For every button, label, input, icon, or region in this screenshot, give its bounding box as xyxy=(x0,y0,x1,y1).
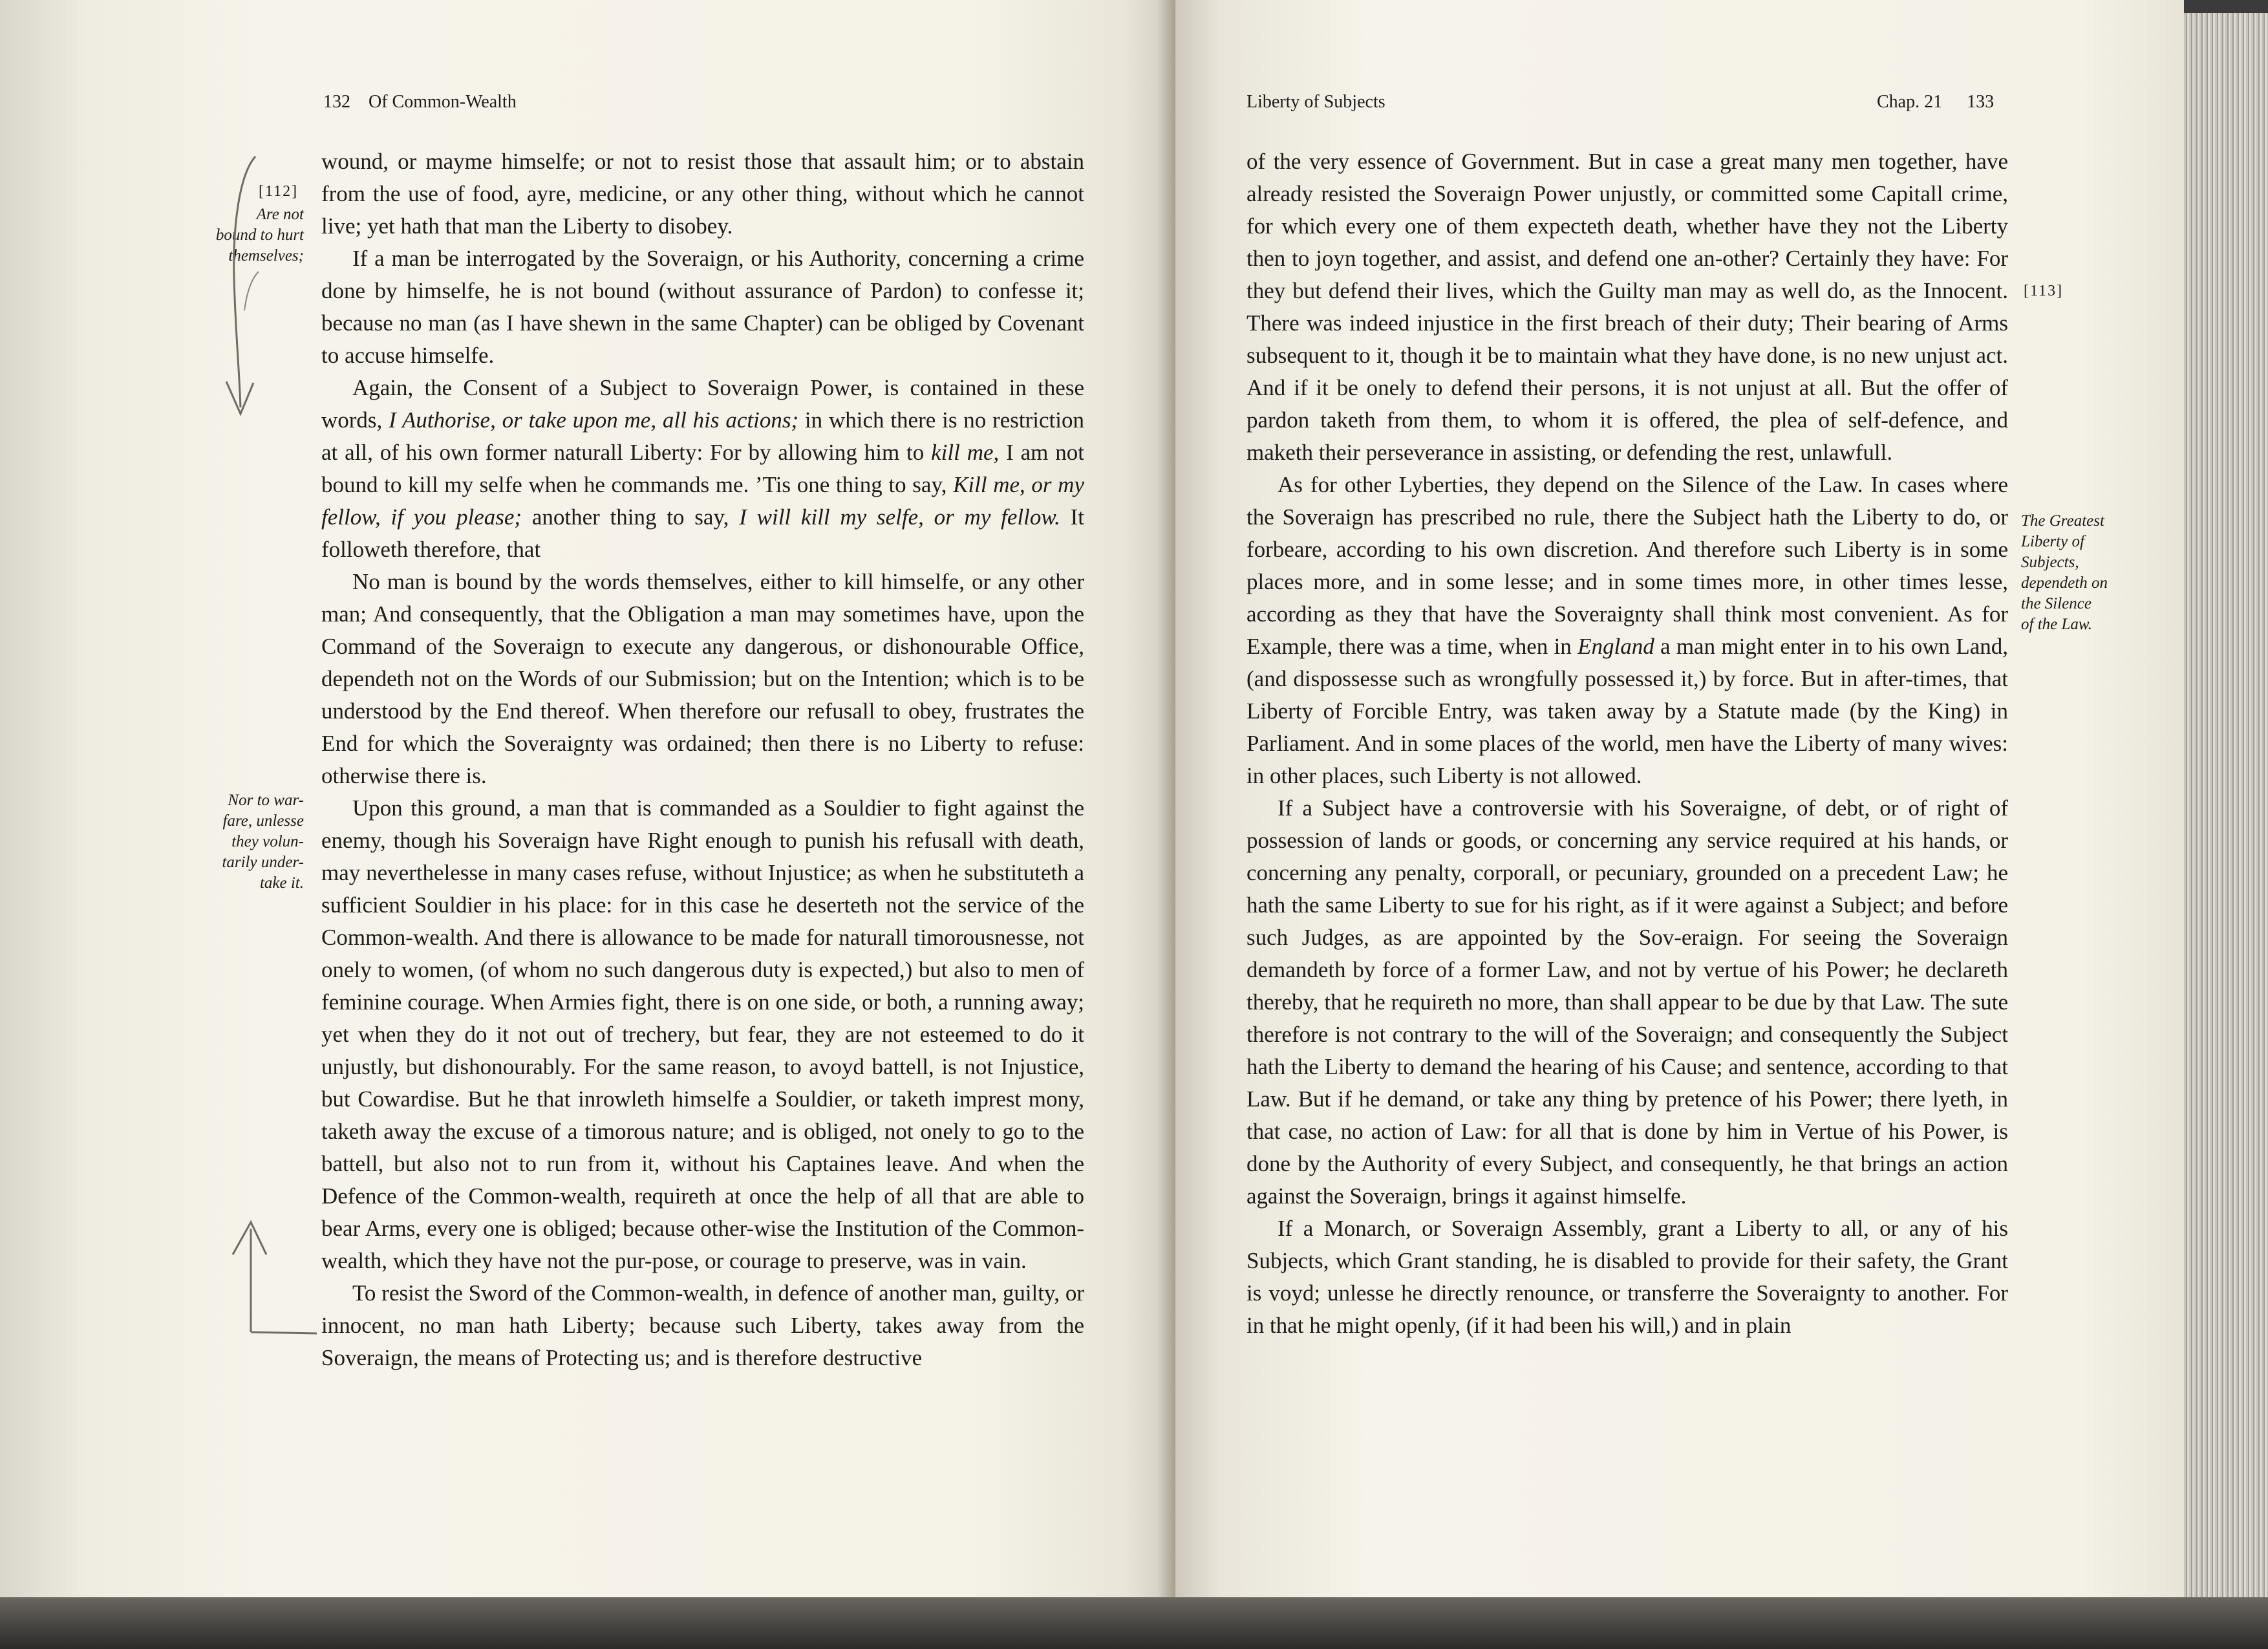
margin-note-line: bound to hurt xyxy=(215,226,304,244)
text-run: If a Subject have a controversie with his Soveraigne, of debt, or of right of possession of lands or goods, or concerning any service required at his hands, or concerning any penalty, corporall, or pecuniary, grounded on a precedent Law; he hath the same Liberty to sue for his right, as if it were against a Subject; and before such Judges, as are appointed by the Sov-eraign. For seeing the Soveraign demandeth by force of a former Law, and not by vertue of his Power; he declareth thereby, that he requireth no more, than shall appear to be due by that Law. The sute therefore is not contrary to the will of the Soveraign; and consequently the Subject hath the Liberty to demand the hearing of his Cause; and sentence, according to that Law. But if he demand, or take any thing by pretence of his Power; there lyeth, in that case, no action of Law: for all that is done by him in Vertue of his Power, is done by the Authority of every Subject, and consequently, he that brings an action against the Soveraign, brings it against himselfe. xyxy=(1246,795,2008,1209)
text-run: Again, the Consent of a Subject to Soveraign Power, is contained in these words, xyxy=(321,375,1084,433)
text-run: As for other Lyberties, they depend on the Silence of the Law. In cases where the Soveraign has prescribed no rule, there the Subject hath the Liberty to do, or forbeare, according to his own discretion. And therefore such Liberty is in some places more, and in some lesse; and in some times more, in other times lesse, according as they that have the Soveraignty shall think most convenient. As for Example, there was a time, when in xyxy=(1246,472,2008,659)
paragraph xyxy=(1246,792,2008,1212)
italic-text: kill me, xyxy=(931,440,1000,465)
text-run: To resist the Sword of the Common-wealth, in defence of another man, guilty, or innocent, no man hath Liberty; because such Liberty, takes away from the Soveraign, the means of Protecting us; and is therefore destructive xyxy=(321,1280,1084,1370)
margin-note-line: of the Law. xyxy=(2021,616,2092,633)
margin-note-line: fare, unlesse xyxy=(222,812,304,830)
paragraph xyxy=(321,372,1084,566)
paragraph xyxy=(321,1277,1084,1374)
italic-text: Kill me, or my fellow, if you please; xyxy=(321,472,1084,530)
pencil-bracket-down-arrow xyxy=(194,149,284,433)
text-run: in which there is no restriction at all, of his own former naturall Liberty: For by allowing him to xyxy=(321,407,1084,465)
margin-note-line: they volun- xyxy=(231,833,304,850)
right-page-body xyxy=(1246,146,2008,1342)
right-page-header-right xyxy=(1877,89,1994,115)
margin-note-line: Are not xyxy=(256,206,304,223)
italic-text: I will kill my selfe, or my fellow. xyxy=(739,504,1060,530)
margin-note-line: Nor to war- xyxy=(228,792,304,809)
chapter-label: Chap. 21 xyxy=(1877,92,1943,112)
paragraph xyxy=(321,566,1084,792)
scan-shadow xyxy=(0,1597,2268,1649)
paragraph xyxy=(321,792,1084,1277)
margin-note-left-2 xyxy=(222,790,304,894)
margin-note-right-1 xyxy=(2021,511,2108,635)
running-title: Of Common-Wealth xyxy=(369,92,517,112)
right-running-title: Liberty of Subjects xyxy=(1246,92,1385,112)
margin-note-line: dependeth on xyxy=(2021,574,2108,592)
text-run: another thing to say, xyxy=(522,504,740,530)
right-page xyxy=(1175,0,2184,1604)
text-run: No man is bound by the words themselves, either to kill himselfe, or any other man; And consequently, that the Obligation a man may sometimes have, upon the Command of the Soveraign to execute any dangerous, or dishonourable Office, dependeth not on the Words of our Submission; but on the Intention; which is to be understood by the End thereof. When therefore our refusall to obey, frustrates the End for which the Soveraignty was ordained; then there is no Liberty to refuse: otherwise there is. xyxy=(321,569,1084,788)
margin-note-line: tarily under- xyxy=(222,854,304,871)
paragraph xyxy=(321,242,1084,372)
section-number: [112] xyxy=(259,183,299,200)
margin-note-line: the Silence xyxy=(2021,595,2091,612)
page-edges xyxy=(2184,13,2268,1604)
page-number: 133 xyxy=(1967,92,1995,112)
text-run: of the very essence of Government. But in case a great many men together, have already resisted the Soveraign Power unjustly, or committed some Capitall crime, for which every one of them expecteth death, whether have they not the Liberty then to joyn together, and assist, and defend one an-other? Certainly they have: For they but defend their lives, which the Guilty man may as well do, as the Innocent. There was indeed injustice in the first breach of their duty; Their bearing of Arms subsequent to it, though it be to maintain what they have done, is no new unjust act. And if it be onely to defend their persons, it is not unjust at all. But the offer of pardon taketh from them, to whom it is offered, the plea of self-defence, and maketh their perseverance in assisting, or defending the rest, unlawfull. xyxy=(1246,149,2008,465)
italic-text: England xyxy=(1578,634,1654,659)
paragraph xyxy=(1246,1212,2008,1342)
left-page-header xyxy=(323,89,517,115)
page-number: 132 xyxy=(323,92,350,112)
margin-note-line: The Greatest xyxy=(2021,512,2104,530)
text-run: Upon this ground, a man that is commanded as a Souldier to fight against the enemy, though his Soveraign have Right enough to punish his refusall with death, may neverthelesse in many cases refuse, without Injustice; as when he substituteth a sufficient Souldier in his place: for in this case he deserteth not the service of the Common-wealth. And there is allowance to be made for naturall timorousnesse, not onely to women, (of whom no such dangerous duty is expected,) but also to men of feminine courage. When Armies fight, there is on one side, or both, a running away; yet when they do it not out of trechery, but fear, they are not esteemed to do it unjustly, but dishonourably. For the same reason, to avoyd battell, is not Injustice, but Cowardise. But he that inrowleth himselfe a Souldier, or taketh imprest mony, taketh away the excuse of a timorous nature; and is obliged, not onely to go to the battell, but also not to run from it, without his Captaines leave. And when the Defence of the Common-wealth, requireth at once the help of all that are able to bear Arms, every one is obliged; because other-wise the Institution of the Common-wealth, which they have not the pur-pose, or courage to preserve, was in vain. xyxy=(321,795,1084,1273)
section-number: [113] xyxy=(2024,283,2064,299)
text-run: I am not bound to kill my selfe when he commands me. ’Tis one thing to say, xyxy=(321,440,1084,497)
paragraph xyxy=(1246,146,2008,469)
italic-text: I Authorise, or take upon me, all his actions; xyxy=(389,407,799,433)
left-page-body xyxy=(321,146,1084,1374)
paragraph xyxy=(321,146,1084,242)
margin-note-line: Subjects, xyxy=(2021,554,2079,571)
pencil-bracket-up-arrow xyxy=(213,1203,323,1345)
margin-note-line: Liberty of xyxy=(2021,533,2084,550)
margin-note-line: take it. xyxy=(259,874,304,892)
text-run: If a man be interrogated by the Soveraign, or his Authority, concerning a crime done by himselfe, he is not bound (without assurance of Pardon) to confesse it; because no man (as I have shewn in the same Chapter) can be obliged by Covenant to accuse himselfe. xyxy=(321,246,1084,368)
paragraph xyxy=(1246,469,2008,792)
text-run: If a Monarch, or Soveraign Assembly, grant a Liberty to all, or any of his Subjects, which Grant standing, he is disabled to provide for their safety, the Grant is voyd; unlesse he directly renounce, or transferre the Soveraignty to another. For in that he might openly, (if it had been his will,) and in plain xyxy=(1246,1216,2008,1338)
text-run: It followeth therefore, that xyxy=(321,504,1084,562)
text-run: wound, or mayme himselfe; or not to resist those that assault him; or to abstain from the use of food, ayre, medicine, or any other thing, without which he cannot live; yet hath that man the Liberty to disobey. xyxy=(321,149,1084,239)
margin-note-line: themselves; xyxy=(228,247,304,264)
text-run: a man might enter in to his own Land, (and dispossesse such as wrongfully possessed it,) by force. But in after-times, that Liberty of Forcible Entry, was taken away by a Statute made (by the King) in Parliament. And in some places of the world, men have the Liberty of many wives: in other places, such Liberty is not allowed. xyxy=(1246,634,2008,788)
